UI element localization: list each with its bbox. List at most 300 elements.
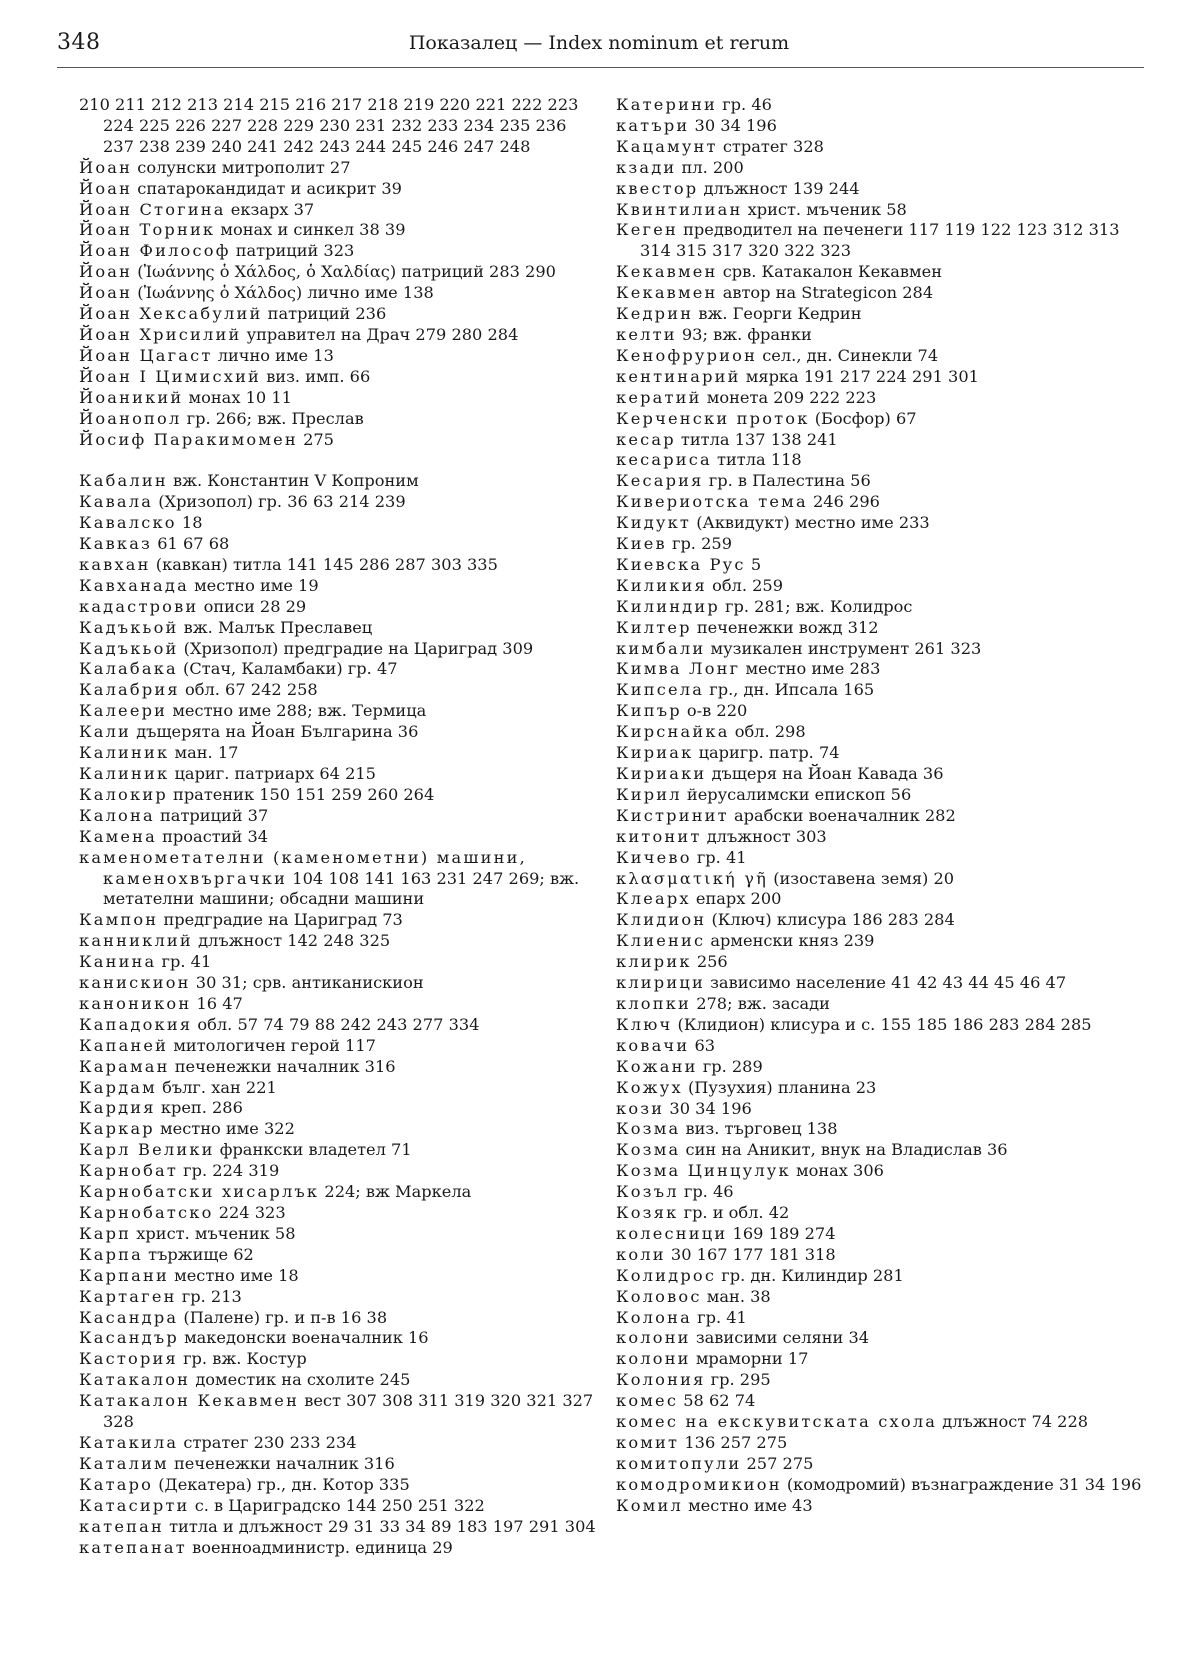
index-references: патриций 323 [230, 241, 355, 261]
index-entry [79, 471, 599, 492]
index-entry [616, 283, 1148, 304]
index-entry [79, 1454, 599, 1475]
index-references: (Декатера) гр., дн. Котор 335 [153, 1474, 410, 1494]
index-references: дъщерята на Йоан Българина 36 [131, 722, 419, 742]
index-entry [616, 1161, 1148, 1182]
index-references: длъжност 303 [701, 826, 827, 846]
index-entry [616, 1433, 1148, 1454]
index-entry [79, 513, 599, 534]
index-entry [616, 639, 1148, 660]
index-entry [616, 1203, 1148, 1224]
index-headword: Киликия [616, 575, 707, 595]
index-entry [79, 1496, 599, 1517]
index-references: син на Аникит, внук на Владислав 36 [680, 1140, 1008, 1160]
index-references: патриций 236 [262, 304, 387, 324]
index-entry [616, 1308, 1148, 1329]
index-references: проастий 34 [157, 826, 269, 846]
index-references: 169 189 274 [727, 1223, 836, 1243]
index-references: вж. Константин V Копроним [167, 471, 419, 491]
index-entry [79, 1538, 599, 1559]
index-entry [79, 241, 599, 262]
index-entry [616, 576, 1148, 597]
index-entry [79, 994, 599, 1015]
index-entry [79, 388, 599, 409]
index-entry [616, 513, 1148, 534]
index-headword: Кичево [616, 847, 692, 867]
index-references: гр. 46 [678, 1182, 734, 1202]
index-references: зависими селяни 34 [690, 1328, 870, 1348]
index-entry [616, 1015, 1148, 1036]
index-references: монах 10 11 [183, 387, 292, 407]
index-headword: Касандър [79, 1328, 179, 1348]
index-references: местно име 18 [168, 1265, 299, 1285]
index-headword: Козъл [616, 1182, 679, 1202]
index-headword: Картаген [79, 1286, 177, 1306]
index-headword: клирик [616, 952, 692, 972]
index-references: гр., дн. Ипсала 165 [704, 680, 875, 700]
index-references: 61 67 68 [152, 534, 230, 554]
index-headword: Кабалин [79, 471, 168, 491]
index-headword: Кавала [79, 492, 154, 512]
index-entry [616, 430, 1148, 451]
index-headword: кесар [616, 429, 676, 449]
index-references: гр. 259 [666, 534, 732, 554]
index-entry [616, 597, 1148, 618]
index-headword: Йоан Хексабулий [79, 304, 263, 324]
index-headword: Кападокия [79, 1014, 193, 1034]
index-references: вест 307 308 311 319 320 321 327 328 [103, 1391, 594, 1432]
index-references: 30 34 196 [689, 115, 777, 135]
index-entry [616, 1475, 1148, 1496]
index-references: местно име 43 [682, 1495, 813, 1515]
index-references: обл. 298 [729, 722, 806, 742]
index-references: (Клидион) клисура и с. 155 185 186 283 284 285 [672, 1014, 1092, 1034]
index-entry [79, 1433, 599, 1454]
index-references: титла и длъжност 29 31 33 34 89 183 197 291 304 [163, 1516, 596, 1536]
index-headword: Козма [616, 1140, 681, 1160]
index-headword: Йосиф Паракимомен [79, 429, 298, 449]
index-headword: кесариса [616, 450, 712, 470]
index-headword: клирици [616, 973, 705, 993]
index-references: длъжност 139 244 [698, 178, 860, 198]
index-headword: Кожани [616, 1056, 698, 1076]
index-references: местно име 322 [154, 1119, 295, 1139]
index-headword: Калабака [79, 659, 178, 679]
index-headword: колесници [616, 1223, 728, 1243]
index-entry [79, 764, 599, 785]
index-references: 275 [297, 429, 334, 449]
index-references: (Хризопол) гр. 36 63 214 239 [153, 492, 406, 512]
index-entry [616, 910, 1148, 931]
index-entry [616, 1119, 1148, 1140]
index-headword: Катерини [616, 95, 718, 114]
index-headword: кавхан [79, 554, 151, 574]
index-entry [79, 1370, 599, 1391]
index-references: стратег 230 233 234 [178, 1432, 357, 1452]
index-entry [79, 1391, 599, 1433]
index-entry [616, 179, 1148, 200]
index-entry [616, 1328, 1148, 1349]
index-references: мярка 191 217 224 291 301 [740, 366, 979, 386]
index-headword: Йоан Философ [79, 241, 231, 261]
index-entry [79, 659, 599, 680]
index-headword: Кирснайка [616, 722, 730, 742]
index-entry [79, 179, 599, 200]
index-headword: Кардия [79, 1098, 156, 1118]
index-entry [616, 534, 1148, 555]
index-references: епарх 200 [690, 889, 782, 909]
index-entry [79, 848, 599, 911]
index-references: зависимо население 41 42 43 44 45 46 47 [704, 973, 1067, 993]
index-references: (Ἰωάννης ὁ Χάλδος) лично име 138 [132, 283, 434, 303]
index-entry [79, 1517, 599, 1538]
index-headword: квестор [616, 178, 699, 198]
index-entry [79, 1328, 599, 1349]
index-references: (Стач, Каламбаки) гр. 47 [177, 659, 398, 679]
index-headword: κλασματική γῆ [616, 868, 769, 888]
index-entry [79, 200, 599, 221]
index-entry [616, 1245, 1148, 1266]
index-headword: Каталим [79, 1453, 169, 1473]
index-entry [79, 806, 599, 827]
index-references: титла 137 138 241 [675, 429, 838, 449]
index-headword: Клидион [616, 910, 707, 930]
index-entry [79, 534, 599, 555]
index-entry [616, 1412, 1148, 1433]
index-references: музикален инструмент 261 323 [705, 638, 982, 658]
index-headword: Йоан [79, 262, 133, 282]
index-headword: каменометателни (камeнометни) машини, каменохвъргачки [79, 847, 527, 888]
index-headword: китонит [616, 826, 702, 846]
index-headword: Килиндир [616, 596, 720, 616]
index-entry [79, 910, 599, 931]
index-headword: комитопули [616, 1453, 742, 1473]
index-headword: Карнобатско [79, 1203, 214, 1223]
index-headword: ковачи [616, 1035, 690, 1055]
index-entry [79, 492, 599, 513]
index-entry [616, 116, 1148, 137]
index-headword: Йоан Хрисилий [79, 324, 242, 344]
index-references: македонски военачалник 16 [178, 1328, 429, 1348]
index-entry [79, 931, 599, 952]
header-rule [57, 67, 1144, 68]
index-references: 278; вж. засади [691, 993, 830, 1013]
index-entry [616, 1036, 1148, 1057]
index-references: 30 34 196 [664, 1098, 752, 1118]
index-headword: канискион [79, 973, 191, 993]
index-entry [79, 1057, 599, 1078]
index-entry [79, 701, 599, 722]
index-references: (Хризопол) предградие на Цариград 309 [178, 638, 534, 658]
index-references: о-в 220 [681, 701, 748, 721]
index-entry [616, 137, 1148, 158]
index-entry [616, 1057, 1148, 1078]
index-headword: Йоан [79, 178, 133, 198]
index-entry [79, 409, 599, 430]
index-headword: Калиник [79, 763, 170, 783]
index-headword: Йоан Цагаст [79, 345, 213, 365]
index-headword: колони [616, 1328, 691, 1348]
index-references: 16 47 [191, 993, 243, 1013]
index-references: 5 [745, 554, 762, 574]
index-entry [616, 701, 1148, 722]
index-headword: Колидрос [616, 1265, 717, 1285]
index-headword: Керченски проток [616, 408, 810, 428]
index-references: с. в Цариградско 144 250 251 322 [189, 1495, 485, 1515]
index-entry [79, 1078, 599, 1099]
index-headword: Кириаки [616, 764, 707, 783]
index-entry [616, 1454, 1148, 1475]
index-entry [79, 785, 599, 806]
index-references: вж. Малък Преславец [178, 617, 373, 637]
index-references: гр. 213 [176, 1286, 242, 1306]
index-headword: Йоан Торник [79, 220, 216, 240]
index-entry [79, 220, 599, 241]
index-headword: комит [616, 1433, 680, 1452]
index-references: 224 323 [213, 1203, 286, 1223]
index-entry [616, 95, 1148, 116]
index-references: гр. 289 [697, 1056, 763, 1076]
index-entry [616, 471, 1148, 492]
index-references: гр. 266; вж. Преслав [181, 408, 364, 428]
index-headword: Катакалон [79, 1370, 191, 1390]
index-headword: Колона [616, 1307, 692, 1327]
index-references: 104 108 141 163 231 247 269; вж. метателни машини; обсадни машини [103, 868, 580, 909]
index-headword: Киев [616, 534, 667, 554]
index-references: 256 [691, 952, 728, 972]
index-references: йерусалимски епископ 56 [681, 784, 912, 804]
index-entry [616, 764, 1148, 785]
index-entry [616, 220, 1148, 262]
index-entry [616, 1224, 1148, 1245]
index-headword: Йоан Стогина [79, 199, 226, 219]
index-references: спатарокандидат и асикрит 39 [132, 178, 402, 198]
index-entry [79, 597, 599, 618]
index-headword: Квинтилиан [616, 199, 743, 219]
index-headword: Козма [616, 1119, 681, 1139]
index-headword: Капаней [79, 1035, 169, 1055]
index-headword: Кедрин [616, 304, 694, 324]
index-headword: Комил [616, 1495, 683, 1515]
index-references: печенежки началник 316 [169, 1056, 396, 1076]
index-references: (Босфор) 67 [809, 408, 917, 428]
index-entry [79, 952, 599, 973]
index-entry [616, 931, 1148, 952]
index-headword: Катакалон Кекавмен [79, 1391, 300, 1411]
index-references: обл. 67 242 258 [179, 680, 318, 700]
index-headword: Катакила [79, 1432, 179, 1452]
index-entry [79, 283, 599, 304]
index-headword: Калона [79, 805, 155, 825]
index-entry [616, 722, 1148, 743]
index-headword: Катаро [79, 1474, 154, 1494]
index-entry [616, 367, 1148, 388]
index-references: управител на Драч 279 280 284 [241, 324, 519, 344]
index-column-left [79, 95, 599, 1558]
index-references: военноадминистр. единица 29 [186, 1537, 453, 1557]
index-headword: Йоан [79, 283, 133, 303]
index-entry [616, 555, 1148, 576]
index-headword: Йоан I Цимисхий [79, 366, 262, 386]
index-entry [79, 827, 599, 848]
index-headword: Калабрия [79, 680, 180, 700]
index-entry [79, 1308, 599, 1329]
index-references: монах и синкел 38 39 [215, 220, 406, 240]
index-references: вж. Георги Кедрин [693, 304, 862, 324]
index-headword: келти [616, 324, 677, 344]
index-references: арабски военачалник 282 [728, 805, 956, 825]
index-headword: Килтер [616, 617, 692, 637]
index-headword: Кесария [616, 471, 704, 491]
index-headword: Калокир [79, 784, 168, 804]
index-references: (Аквидукт) местно име 233 [691, 513, 930, 533]
index-entry [616, 346, 1148, 367]
index-references: дъщеря на Йоан Кавада 36 [706, 764, 944, 783]
index-references: бълг. хан 221 [156, 1077, 277, 1097]
index-references: обл. 57 74 79 88 242 243 277 334 [192, 1014, 480, 1034]
index-headword: Карнобатски хисарлък [79, 1182, 320, 1202]
index-entry [79, 1098, 599, 1119]
index-references: печенежки началник 316 [168, 1453, 395, 1473]
index-references: 18 [176, 513, 203, 533]
index-references: печенежки вожд 312 [691, 617, 879, 637]
index-references: длъжност 74 228 [937, 1412, 1089, 1432]
index-headword: Клеарх [616, 889, 691, 909]
index-references: гр. 41 [156, 952, 212, 972]
index-references: 136 257 275 [679, 1433, 788, 1452]
index-entry [79, 1245, 599, 1266]
index-references: 246 296 [807, 492, 880, 512]
index-headword: Карнобат [79, 1161, 179, 1181]
index-references: франкски владетел 71 [214, 1140, 412, 1160]
index-references: монета 209 222 223 [701, 387, 877, 407]
index-entry [79, 1224, 599, 1245]
index-entry [79, 158, 599, 179]
index-headword: Кавалско [79, 513, 177, 533]
index-entry [616, 1349, 1148, 1370]
index-headword: комодромикион [616, 1474, 782, 1494]
index-entry [616, 325, 1148, 346]
index-references: монах 306 [790, 1161, 884, 1181]
index-references: креп. 286 [155, 1098, 243, 1118]
index-headword: Карл Велики [79, 1140, 215, 1160]
index-references: стратег 328 [717, 136, 824, 156]
index-entry [79, 1475, 599, 1496]
index-entry [616, 848, 1148, 869]
index-entry [79, 430, 599, 451]
index-entry [79, 1119, 599, 1140]
index-references: гр. в Палестина 56 [703, 471, 871, 491]
index-headword: Кастория [79, 1349, 178, 1369]
index-headword: кзади [616, 157, 677, 177]
index-references: гр. 41 [691, 1307, 747, 1327]
index-entry [616, 304, 1148, 325]
index-headword: Йоаникий [79, 387, 184, 407]
index-headword: коли [616, 1244, 666, 1264]
index-headword: Кириак [616, 743, 694, 763]
index-entry [616, 994, 1148, 1015]
index-entry [79, 639, 599, 660]
index-entry [616, 806, 1148, 827]
index-entry [616, 1370, 1148, 1391]
index-headword: Кардам [79, 1077, 157, 1097]
index-entry [79, 1266, 599, 1287]
index-headword: катепан [79, 1516, 164, 1536]
index-entry [616, 158, 1148, 179]
index-headword: Кадъкьой [79, 617, 179, 637]
index-references: (Пузухия) планина 23 [682, 1077, 877, 1097]
index-references: ман. 17 [169, 743, 239, 763]
index-references: виз. търговец 138 [680, 1119, 838, 1139]
index-headword: Катасирти [79, 1495, 190, 1515]
index-headword: Кампон [79, 910, 159, 930]
index-entry [79, 1203, 599, 1224]
index-entry [79, 1140, 599, 1161]
index-entry [616, 680, 1148, 701]
index-entry [616, 952, 1148, 973]
index-references: гр. и обл. 42 [678, 1203, 790, 1223]
index-references: гр. 295 [705, 1370, 771, 1390]
index-references: 30 31; срв. антиканискион [190, 973, 424, 993]
index-entry [616, 785, 1148, 806]
index-headword: Кожух [616, 1077, 683, 1097]
index-references: гр. 281; вж. Колидрос [719, 596, 913, 616]
index-headword: Козма Цинцулук [616, 1161, 791, 1181]
index-references: (Ἰωάννης ὁ Χάλδος, ὁ Χαλδίας) патриций 283 290 [132, 262, 556, 282]
index-references: тържище 62 [142, 1244, 254, 1264]
index-headword: Караман [79, 1056, 170, 1076]
index-entry [79, 1287, 599, 1308]
index-references: (Ключ) клисура 186 283 284 [706, 910, 955, 930]
index-headword: канониκон [79, 993, 192, 1013]
index-headword: Кидукт [616, 513, 692, 533]
index-references: пл. 200 [676, 157, 744, 177]
index-headword: Каркар [79, 1119, 155, 1139]
index-entry [79, 95, 599, 158]
index-headword: кози [616, 1098, 665, 1118]
index-headword: Кавказ [79, 534, 153, 554]
index-references: гр. дн. Килиндир 281 [716, 1265, 904, 1285]
index-headword: Касандра [79, 1307, 179, 1327]
index-entry [79, 1015, 599, 1036]
index-references: гр. 41 [691, 847, 747, 867]
index-entry [79, 304, 599, 325]
index-entry [616, 659, 1148, 680]
index-entry [79, 1161, 599, 1182]
index-entry [616, 450, 1148, 471]
index-headword: катепанат [79, 1537, 187, 1557]
index-entry [79, 346, 599, 367]
index-headword: канниклий [79, 931, 193, 951]
index-headword: комес на екскувитската схола [616, 1412, 938, 1432]
index-headword: Киевска Рус [616, 554, 746, 574]
index-references: царигр. патр. 74 [693, 743, 840, 763]
index-headword: Клиенис [616, 931, 706, 951]
index-headword: Калеери [79, 701, 168, 721]
index-references: ман. 38 [701, 1286, 771, 1306]
index-entry [79, 1036, 599, 1057]
page-number: 348 [57, 30, 101, 55]
index-references: виз. имп. 66 [261, 366, 371, 386]
index-references: 63 [689, 1035, 716, 1055]
index-references: титла 118 [711, 450, 802, 470]
index-references: местно име 283 [740, 659, 881, 679]
index-headword: Ключ [616, 1014, 673, 1034]
index-entry [79, 743, 599, 764]
index-references: (кавкан) титла 141 145 286 287 303 335 [150, 554, 498, 574]
index-references: 257 275 [741, 1453, 814, 1473]
index-headword: Кенофрурион [616, 345, 758, 365]
